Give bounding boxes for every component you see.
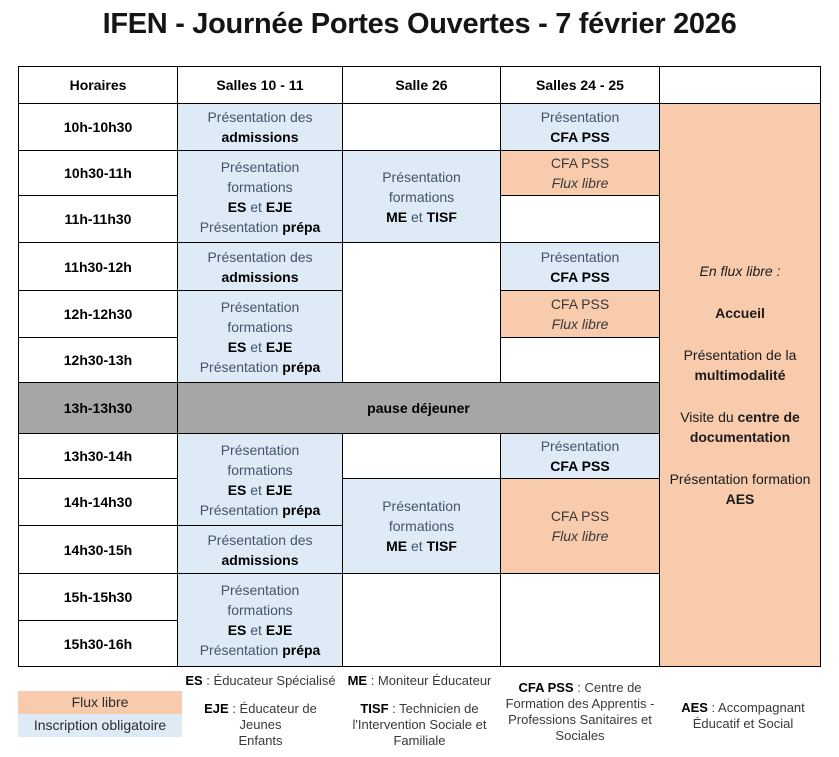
legend-abbr-tisf: TISF : Technicien de l'Intervention Sociale et Familiale bbox=[352, 701, 487, 748]
legend-inscription-swatch bbox=[18, 714, 182, 737]
legend-flux-libre-label: Flux libre bbox=[71, 694, 129, 710]
time-slot: 13h30-14h bbox=[19, 434, 178, 479]
cell-empty bbox=[501, 574, 660, 667]
legend-abbr-es-eje bbox=[184, 673, 337, 749]
cell-cfa-pss-flux-libre: CFA PSS Flux libre bbox=[501, 479, 660, 574]
flux-item-centre-documentation: Visite du centre de documentation bbox=[680, 409, 800, 445]
legend-inscription-label: Inscription obligatoire bbox=[33, 717, 167, 733]
legend-abbr-es: ES : Éducateur Spécialisé bbox=[185, 673, 336, 688]
cell-admissions: Présentation des admissions bbox=[178, 243, 343, 291]
schedule-table bbox=[18, 66, 821, 667]
cell-cfa-pss-flux-libre: CFA PSS Flux libre bbox=[501, 151, 660, 196]
cell-empty bbox=[343, 434, 501, 479]
cell-pause-dejeuner: pause déjeuner bbox=[178, 383, 660, 434]
cell-me-tisf: Présentation formations ME et TISF bbox=[343, 479, 501, 574]
time-slot: 13h-13h30 bbox=[19, 383, 178, 434]
time-slot: 12h30-13h bbox=[19, 338, 178, 383]
legend-abbr-me-tisf bbox=[341, 673, 498, 749]
flux-item-multimodalite: Présentation de la multimodalité bbox=[683, 347, 797, 383]
flux-item-formation-aes: Présentation formation AES bbox=[669, 471, 811, 507]
header-empty-spacer bbox=[660, 67, 821, 104]
legend-flux-libre-swatch bbox=[18, 691, 182, 714]
legend-color-key bbox=[18, 691, 182, 737]
header-salle-26: Salle 26 bbox=[343, 67, 501, 104]
cell-me-tisf: Présentation formations ME et TISF bbox=[343, 151, 501, 243]
flux-item-title: En flux libre : bbox=[699, 263, 781, 279]
cell-empty bbox=[501, 338, 660, 383]
header-row bbox=[19, 67, 821, 104]
time-slot: 10h-10h30 bbox=[19, 104, 178, 151]
flux-item-accueil: Accueil bbox=[715, 305, 765, 321]
cell-cfa-pss: Présentation CFA PSS bbox=[501, 104, 660, 151]
cell-empty bbox=[501, 196, 660, 243]
cell-cfa-pss: Présentation CFA PSS bbox=[501, 243, 660, 291]
legend-abbr-cfa-pss-block bbox=[498, 680, 662, 744]
cell-admissions: Présentation des admissions bbox=[178, 104, 343, 151]
header-salles-24-25: Salles 24 - 25 bbox=[501, 67, 660, 104]
cell-cfa-pss-flux-libre: CFA PSS Flux libre bbox=[501, 291, 660, 338]
time-slot: 11h-11h30 bbox=[19, 196, 178, 243]
time-slot: 14h-14h30 bbox=[19, 479, 178, 526]
cell-admissions: Présentation des admissions bbox=[178, 526, 343, 574]
header-horaires: Horaires bbox=[19, 67, 178, 104]
legend-abbr-cfa-pss: CFA PSS : Centre de Formation des Apprentis - Professions Sanitaires et Sociales bbox=[505, 680, 655, 743]
time-slot: 15h30-16h bbox=[19, 621, 178, 667]
page-title: IFEN - Journée Portes Ouvertes - 7 février 2026 bbox=[102, 8, 737, 40]
cell-empty bbox=[343, 243, 501, 383]
time-slot: 15h-15h30 bbox=[19, 574, 178, 621]
cell-cfa-pss: Présentation CFA PSS bbox=[501, 434, 660, 479]
time-slot: 10h30-11h bbox=[19, 151, 178, 196]
time-slot: 11h30-12h bbox=[19, 243, 178, 291]
cell-formations-es-eje: Présentation formations ES et EJE Présentation prépa bbox=[178, 574, 343, 667]
legend-abbr-eje: EJE : Éducateur de Jeunes Enfants bbox=[204, 701, 317, 748]
flux-libre-column bbox=[660, 104, 821, 667]
header-salles-10-11: Salles 10 - 11 bbox=[178, 67, 343, 104]
time-slot: 14h30-15h bbox=[19, 526, 178, 574]
row-10h-10h30 bbox=[19, 104, 821, 151]
cell-empty bbox=[343, 104, 501, 151]
cell-formations-es-eje: Présentation formations ES et EJE Présentation prépa bbox=[178, 291, 343, 383]
cell-formations-es-eje: Présentation formations ES et EJE Présentation prépa bbox=[178, 434, 343, 526]
cell-empty bbox=[343, 574, 501, 667]
cell-formations-es-eje: Présentation formations ES et EJE Présentation prépa bbox=[178, 151, 343, 243]
legend-abbr-me: ME : Moniteur Éducateur bbox=[347, 673, 492, 688]
legend-abbr-aes-block bbox=[661, 700, 825, 732]
legend-abbr-aes: AES : Accompagnant Éducatif et Social bbox=[681, 700, 805, 731]
flux-libre-content bbox=[660, 250, 820, 520]
time-slot: 12h-12h30 bbox=[19, 291, 178, 338]
